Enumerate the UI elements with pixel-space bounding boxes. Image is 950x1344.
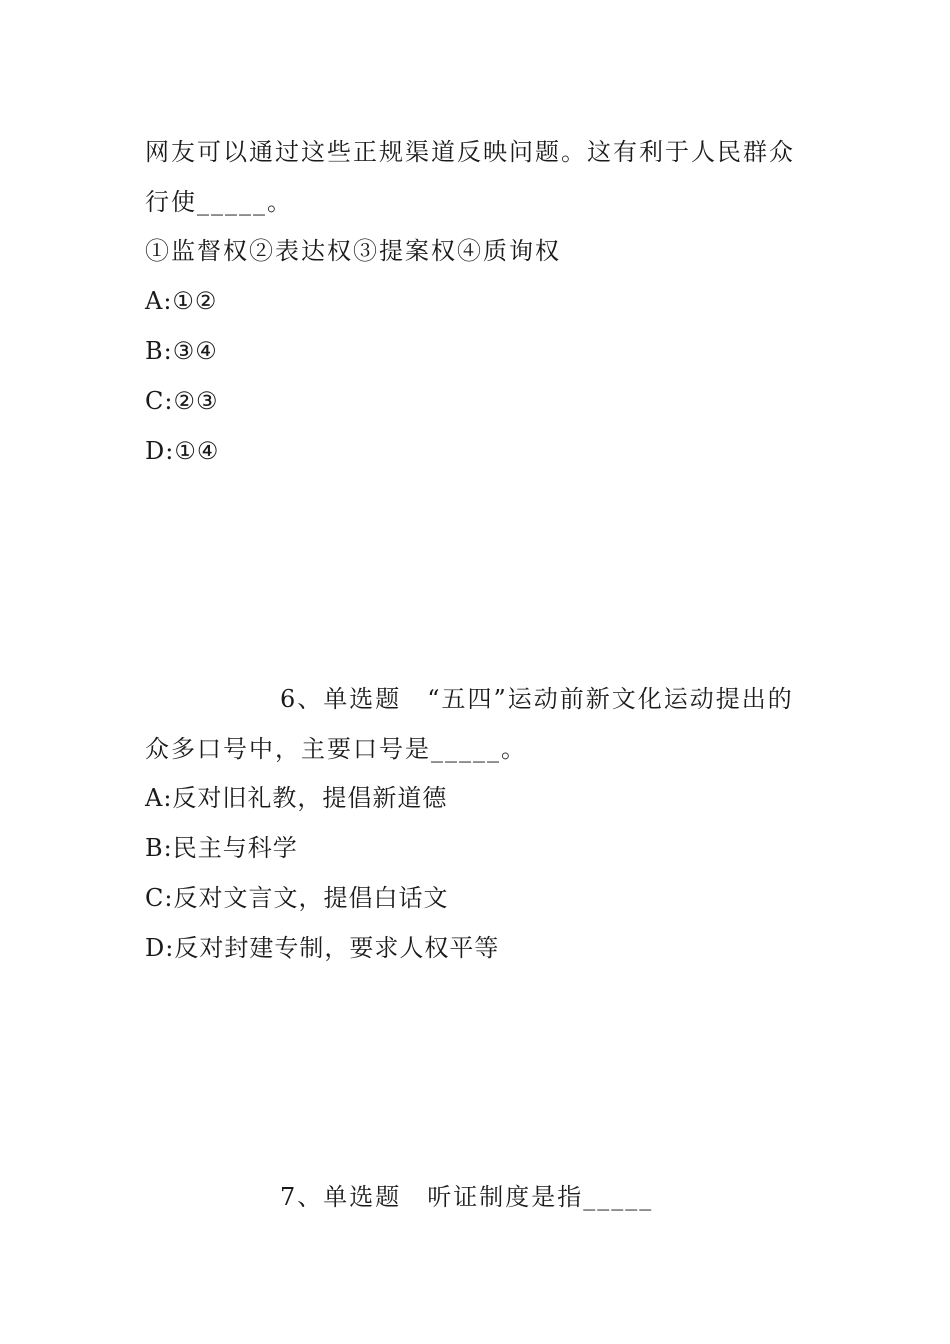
q7-stem-line-1: 7、单选题 听证制度是指_____ xyxy=(280,1183,654,1211)
q5-stem-line-2: 行使_____。 xyxy=(145,188,293,216)
q5-option-c: C:②③ xyxy=(145,387,219,415)
q6-option-a: A:反对旧礼教，提倡新道德 xyxy=(145,784,448,812)
q5-items: ①监督权②表达权③提案权④质询权 xyxy=(145,237,561,265)
q6-option-b: B:民主与科学 xyxy=(145,834,298,862)
q5-option-a: A:①② xyxy=(145,287,218,315)
q5-stem-line-1: 网友可以通过这些正规渠道反映问题。这有利于人民群众 xyxy=(145,138,795,166)
q6-option-d: D:反对封建专制，要求人权平等 xyxy=(145,934,500,962)
q6-stem-line-2: 众多口号中，主要口号是_____。 xyxy=(145,735,527,763)
q5-option-d: D:①④ xyxy=(145,437,220,465)
q5-option-b: B:③④ xyxy=(145,337,218,365)
q6-stem-line-1: 6、单选题 “五四”运动前新文化运动提出的 xyxy=(280,685,794,713)
q6-option-c: C:反对文言文，提倡白话文 xyxy=(145,884,449,912)
